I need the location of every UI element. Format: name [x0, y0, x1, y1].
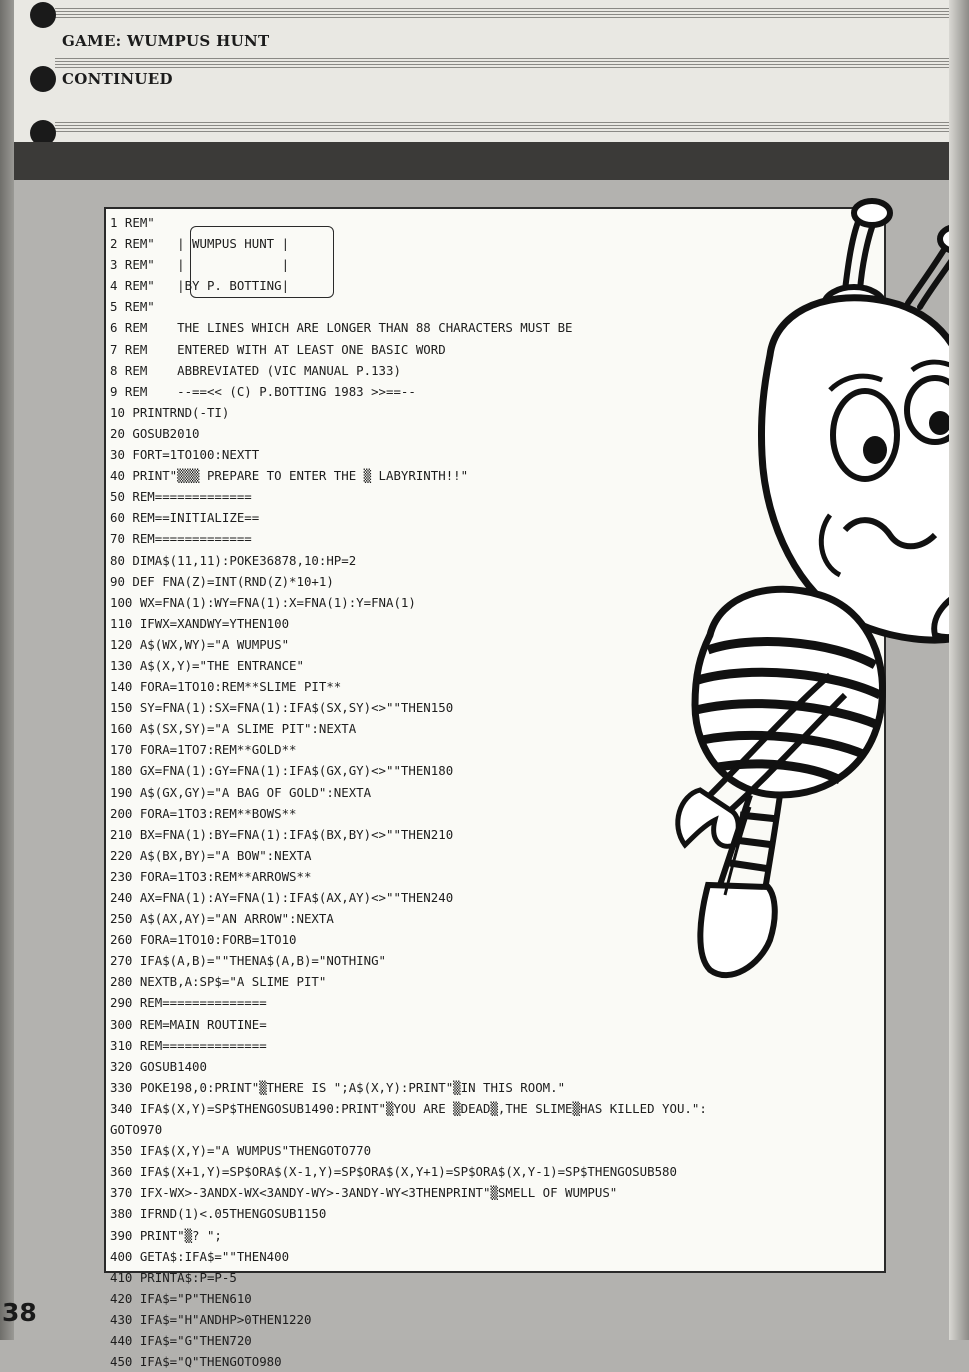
- listing-line: 4 REM" |BY P. BOTTING|: [110, 278, 290, 294]
- listing-line: 240 AX=FNA(1):AY=FNA(1):IFA$(AX,AY)<>""THEN240: [110, 890, 454, 905]
- listing-line: 120 A$(WX,WY)="A WUMPUS": [110, 636, 290, 652]
- header-rule: [55, 8, 950, 20]
- listing-line: 430 IFA$="H"ANDHP>0THEN1220: [110, 1311, 312, 1327]
- listing-line: 200 FORA=1TO3:REM**BOWS**: [110, 805, 297, 821]
- listing-line: 320 GOSUB1400: [110, 1058, 207, 1074]
- listing-line: 310 REM==============: [110, 1037, 267, 1053]
- listing-line: 8 REM ABBREVIATED (VIC MANUAL P.133): [110, 362, 401, 378]
- binder-hole-icon: [30, 2, 56, 28]
- header-band: [0, 142, 960, 180]
- listing-line: 150 SY=FNA(1):SX=FNA(1):IFA$(SX,SY)<>""THEN150: [110, 700, 454, 716]
- listing-line: 330 POKE198,0:PRINT"▒THERE IS ";A$(X,Y):PRINT"▒IN THIS ROOM.": [110, 1079, 566, 1095]
- page-title: GAME: WUMPUS HUNT: [62, 32, 270, 50]
- listing-line: 450 IFA$="Q"THENGOTO980: [110, 1354, 282, 1370]
- listing-line: 60 REM==INITIALIZE==: [110, 510, 260, 526]
- listing-line: 140 FORA=1TO10:REM**SLIME PIT**: [110, 679, 342, 695]
- listing-line: 30 FORT=1TO100:NEXTT: [110, 447, 260, 463]
- listing-line: 2 REM" | WUMPUS HUNT |: [110, 236, 290, 252]
- listing-line: 100 WX=FNA(1):WY=FNA(1):X=FNA(1):Y=FNA(1): [110, 594, 416, 610]
- listing-line: 280 NEXTB,A:SP$="A SLIME PIT": [110, 974, 327, 990]
- listing-line: 260 FORA=1TO10:FORB=1TO10: [110, 932, 297, 948]
- listing-line: 90 DEF FNA(Z)=INT(RND(Z)*10+1): [110, 573, 334, 589]
- listing-line: 3 REM" | |: [110, 257, 290, 273]
- listing-line: 370 IFX-WX>-3ANDX-WX<3ANDY-WY>-3ANDY-WY<3THENPRINT"▒SMELL OF WUMPUS": [110, 1185, 618, 1201]
- listing-line: 340 IFA$(X,Y)=SP$THENGOSUB1490:PRINT"▒YOU ARE ▒DEAD▒,THE SLIME▒HAS KILLED YOU.":: [110, 1100, 707, 1116]
- listing-line: 180 GX=FNA(1):GY=FNA(1):IFA$(GX,GY)<>""THEN180: [110, 763, 454, 779]
- binder-edge: [0, 0, 14, 1340]
- listing-line: 5 REM": [110, 299, 155, 315]
- listing-line: 270 IFA$(A,B)=""THENA$(A,B)="NOTHING": [110, 953, 387, 969]
- listing-line: 80 DIMA$(11,11):POKE36878,10:HP=2: [110, 552, 357, 568]
- listing-line: 70 REM=============: [110, 531, 252, 547]
- listing-line: 410 PRINTA$:P=P-5: [110, 1269, 237, 1285]
- listing-line: 400 GETA$:IFA$=""THEN400: [110, 1248, 290, 1264]
- listing-line: 190 A$(GX,GY)="A BAG OF GOLD":NEXTA: [110, 784, 372, 800]
- listing-line: 300 REM=MAIN ROUTINE=: [110, 1016, 267, 1032]
- listing-line: 6 REM THE LINES WHICH ARE LONGER THAN 88 CHARACTERS MUST BE: [110, 320, 573, 336]
- listing-line: 210 BX=FNA(1):BY=FNA(1):IFA$(BX,BY)<>""THEN210: [110, 826, 454, 842]
- binder-hole-icon: [30, 66, 56, 92]
- listing-line: 20 GOSUB2010: [110, 425, 200, 441]
- page-edge: [949, 0, 969, 1340]
- listing-line: 230 FORA=1TO3:REM**ARROWS**: [110, 868, 312, 884]
- listing-line: 9 REM --==<< (C) P.BOTTING 1983 >>==--: [110, 383, 416, 399]
- listing-line: GOTO970: [110, 1122, 163, 1138]
- listing-line: 220 A$(BX,BY)="A BOW":NEXTA: [110, 847, 312, 863]
- listing-line: 1 REM": [110, 215, 155, 230]
- page-number: 38: [2, 1298, 37, 1327]
- listing-line: 40 PRINT"▒▒▒ PREPARE TO ENTER THE ▒ LABYRINTH!!": [110, 468, 469, 484]
- listing-line: 380 IFRND(1)<.05THENGOSUB1150: [110, 1206, 327, 1222]
- listing-line: 50 REM=============: [110, 489, 252, 505]
- listing-line: 170 FORA=1TO7:REM**GOLD**: [110, 742, 297, 758]
- listing-line: 390 PRINT"▒? ";: [110, 1227, 222, 1243]
- listing-line: 7 REM ENTERED WITH AT LEAST ONE BASIC WORD: [110, 341, 446, 357]
- listing-line: 350 IFA$(X,Y)="A WUMPUS"THENGOTO770: [110, 1143, 372, 1159]
- listing-line: 10 PRINTRND(-TI): [110, 404, 230, 420]
- listing-line: 440 IFA$="G"THEN720: [110, 1332, 252, 1348]
- listing-line: 420 IFA$="P"THEN610: [110, 1290, 252, 1306]
- listing-line: 250 A$(AX,AY)="AN ARROW":NEXTA: [110, 911, 334, 927]
- header-rule: [55, 122, 950, 134]
- page-subtitle: CONTINUED: [62, 70, 173, 88]
- listing-line: 160 A$(SX,SY)="A SLIME PIT":NEXTA: [110, 721, 357, 737]
- listing-line: 290 REM==============: [110, 995, 267, 1011]
- wumpus-cartoon-icon: [590, 195, 969, 995]
- listing-line: 360 IFA$(X+1,Y)=SP$ORA$(X-1,Y)=SP$ORA$(X,Y+1)=SP$ORA$(X,Y-1)=SP$THENGOSUB580: [110, 1164, 677, 1180]
- listing-line: 110 IFWX=XANDWY=YTHEN100: [110, 615, 290, 631]
- header-rule: [55, 58, 950, 70]
- listing-line: 130 A$(X,Y)="THE ENTRANCE": [110, 657, 304, 673]
